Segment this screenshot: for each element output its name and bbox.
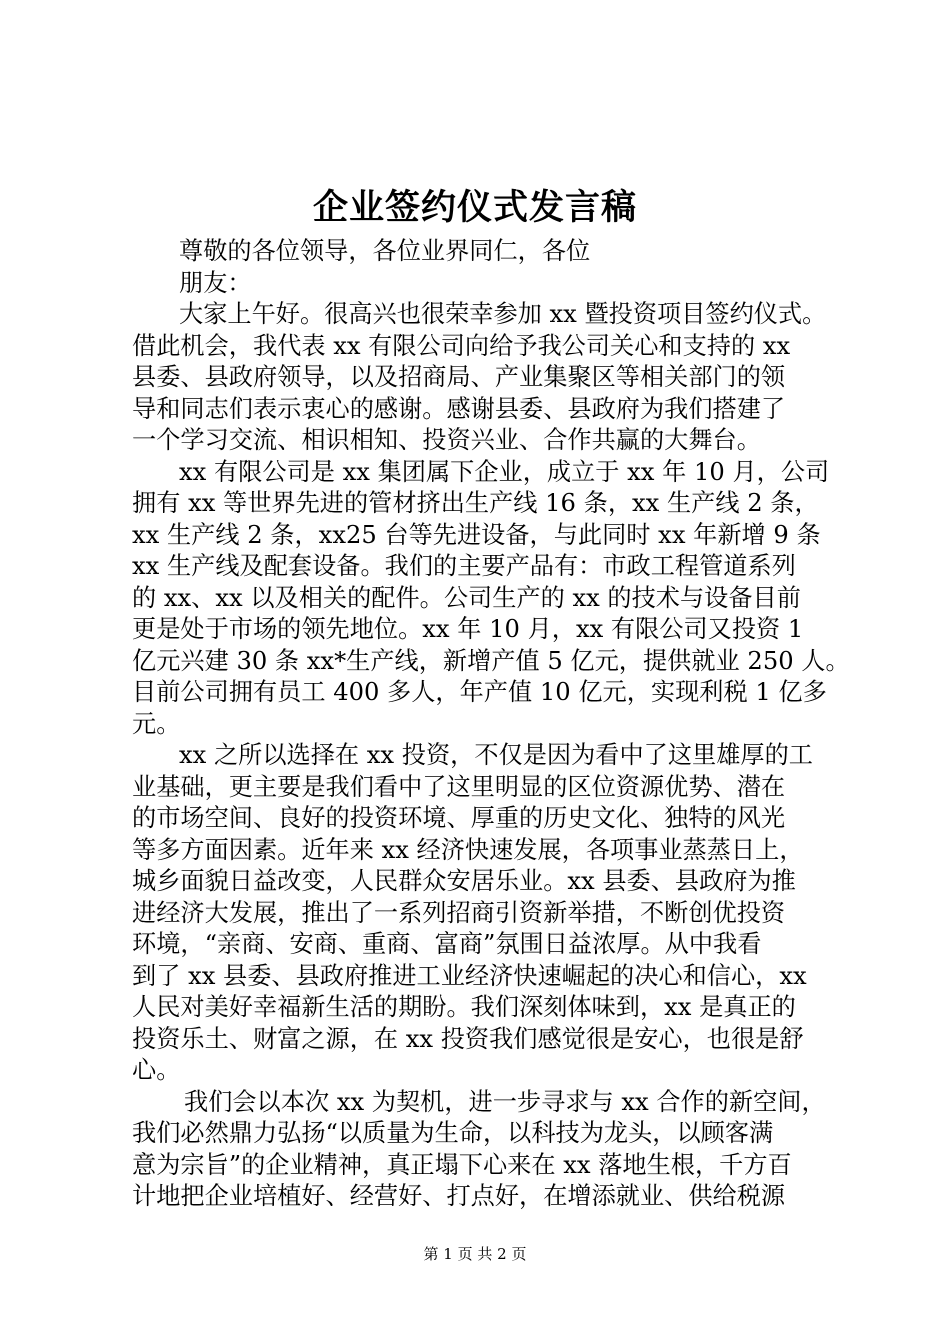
paragraph-line: xx 生产线 2 条，xx25 台等先进设备，与此同时 xx 年新增 9 条 bbox=[132, 520, 821, 549]
paragraph-line: 目前公司拥有员工 400 多人，年产值 10 亿元，实现利税 1 亿多 bbox=[132, 678, 827, 706]
paragraph-line: 计地把企业培植好、经营好、打点好，在增添就业、供给税源 bbox=[132, 1182, 786, 1210]
page-title: 企业签约仪式发言稿 bbox=[312, 187, 637, 228]
document-body bbox=[132, 236, 852, 1213]
paragraph-line: 投资乐土、财富之源，在 xx 投资我们感觉很是安心，也很是舒 bbox=[132, 1024, 804, 1053]
paragraph-line: 业基础，更主要是我们看中了这里明显的区位资源优势、潜在 bbox=[132, 772, 786, 801]
paragraph-line: 意为宗旨”的企业精神，真正塌下心来在 xx 落地生根，千方百 bbox=[132, 1150, 792, 1179]
paragraph-line: 一个学习交流、相识相知、投资兴业、合作共赢的大舞台。 bbox=[132, 426, 761, 454]
paragraph-line: 大家上午好。很高兴也很荣幸参加 xx 暨投资项目签约仪式。 bbox=[179, 300, 827, 328]
paragraph-line: 到了 xx 县委、县政府推进工业经济快速崛起的决心和信心，xx bbox=[132, 961, 807, 990]
page-footer: 第 1 页 共 2 页 bbox=[423, 1245, 527, 1263]
paragraph-line: 导和同志们表示衷心的感谢。感谢县委、县政府为我们搭建了 bbox=[132, 394, 786, 423]
paragraph-line: 心。 bbox=[132, 1056, 181, 1084]
paragraph-line: 进经济大发展，推出了一系列招商引资新举措，不断创优投资 bbox=[132, 898, 786, 927]
paragraph-line: 元。 bbox=[132, 709, 181, 738]
paragraph-line: xx 生产线及配套设备。我们的主要产品有：市政工程管道系列 bbox=[132, 552, 796, 580]
paragraph-line: 县委、县政府领导，以及招商局、产业集聚区等相关部门的领 bbox=[132, 363, 786, 391]
paragraph-line: xx 有限公司是 xx 集团属下企业，成立于 xx 年 10 月，公司 bbox=[179, 457, 830, 486]
paragraph-line: 借此机会，我代表 xx 有限公司向给予我公司关心和支持的 xx bbox=[132, 331, 791, 360]
salutation-line: 尊敬的各位领导，各位业界同仁，各位 bbox=[179, 237, 591, 265]
paragraph-line: 我们会以本次 xx 为契机，进一步寻求与 xx 合作的新空间， bbox=[184, 1087, 826, 1116]
paragraph-line: 的 xx、xx 以及相关的配件。公司生产的 xx 的技术与设备目前 bbox=[132, 583, 801, 612]
paragraph-line: 等多方面因素。近年来 xx 经济快速发展，各项事业蒸蒸日上， bbox=[132, 835, 804, 864]
paragraph-line: 亿元兴建 30 条 xx*生产线，新增产值 5 亿元，提供就业 250 人。 bbox=[132, 646, 850, 675]
paragraph-line: 拥有 xx 等世界先进的管材挤出生产线 16 条，xx 生产线 2 条， bbox=[132, 489, 819, 517]
paragraph-line: 城乡面貌日益改变，人民群众安居乐业。xx 县委、县政府为推 bbox=[132, 867, 796, 895]
paragraph-line: 我们必然鼎力弘扬“以质量为生命，以科技为龙头，以顾客满 bbox=[132, 1119, 774, 1147]
paragraph-line: xx 之所以选择在 xx 投资，不仅是因为看中了这里雄厚的工 bbox=[179, 741, 813, 769]
salutation-line: 朋友： bbox=[179, 268, 252, 297]
paragraph-line: 更是处于市场的领先地位。xx 年 10 月，xx 有限公司又投资 1 bbox=[132, 615, 804, 643]
paragraph-line: 人民对美好幸福新生活的期盼。我们深刻体味到，xx 是真正的 bbox=[132, 993, 796, 1021]
paragraph-line: 环境，“亲商、安商、重商、富商”氛围日益浓厚。从中我看 bbox=[132, 930, 762, 958]
paragraph-line: 的市场空间、良好的投资环境、厚重的历史文化、独特的风光 bbox=[132, 804, 786, 832]
